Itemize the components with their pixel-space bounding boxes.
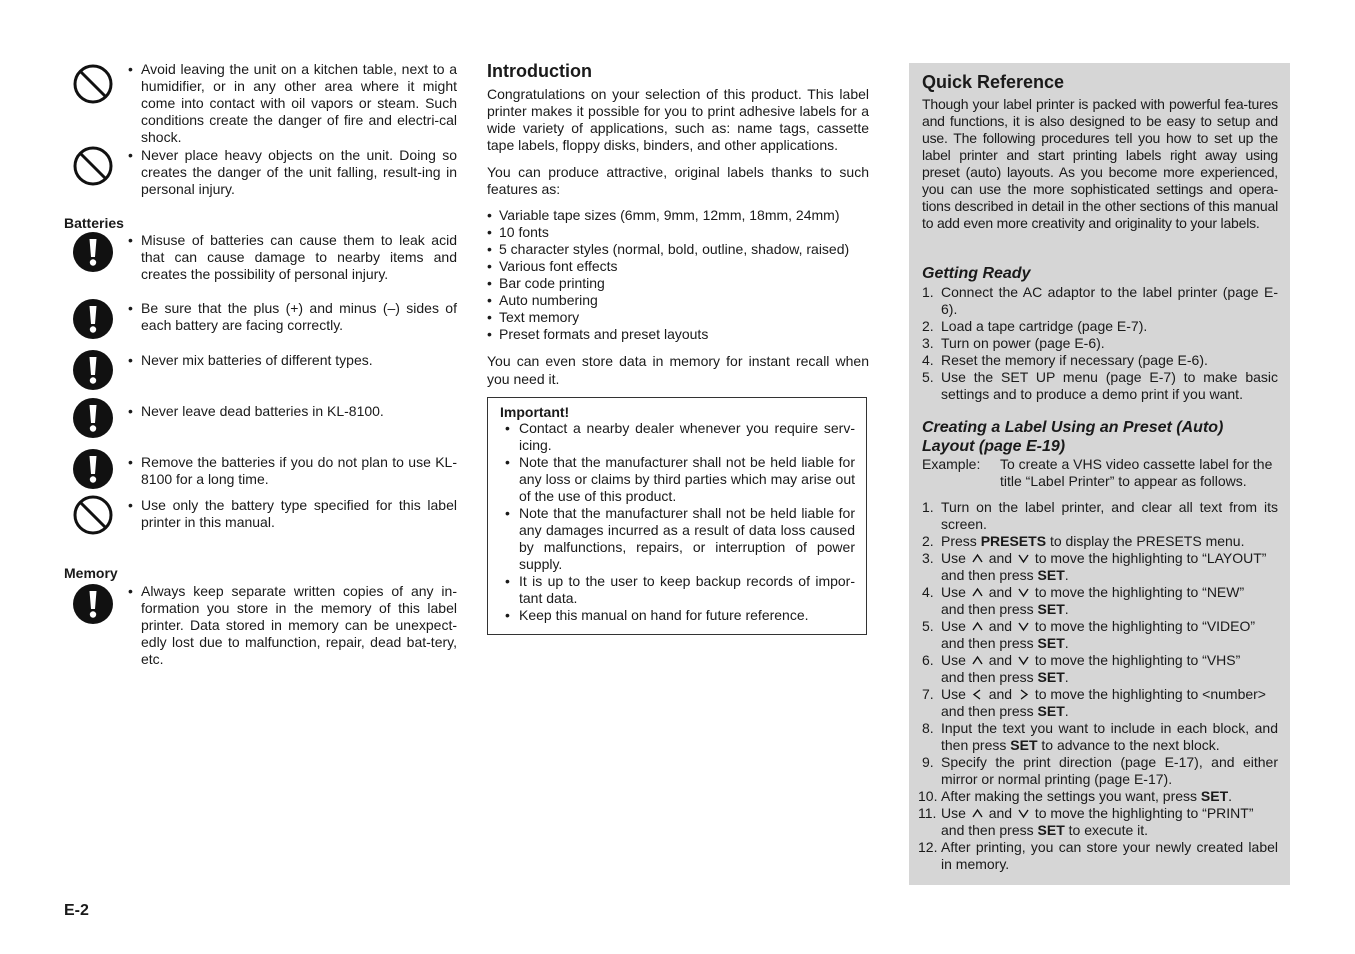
up-arrow-icon — [972, 808, 983, 819]
down-arrow-icon — [1018, 655, 1029, 666]
step-item: 7. Use and to move the highlighting to <number> and then press SET. — [922, 686, 1266, 719]
important-list — [505, 420, 855, 624]
warning-text: • Never mix batteries of different types. — [128, 352, 457, 369]
introduction-paragraph: You can produce attractive, original labels thanks to such features as: — [487, 164, 869, 197]
important-title: Important! — [500, 404, 570, 420]
warning-text: • Never place heavy objects on the unit. Doing so creates the danger of the unit falling, result-ing in personal injury. — [128, 147, 457, 198]
down-arrow-icon — [1018, 553, 1029, 564]
feature-item: • Various font effects — [487, 258, 869, 275]
important-item: • Contact a nearby dealer whenever you require serv-icing. — [505, 420, 855, 454]
step-item: 8. Input the text you want to include in each block, and then press SET to advance to the next block. — [922, 720, 1278, 753]
example-text: To create a VHS video cassette label for the title “Label Printer” to appear as follows. — [1000, 456, 1273, 489]
introduction-paragraph: You can even store data in memory for instant recall when you need it. — [487, 353, 869, 387]
page-number: E-2 — [64, 902, 89, 919]
quick-reference-intro: Though your label printer is packed with powerful fea-tures and functions, it is also designed to be easy to setup and use. The following procedures tell you how to set up the label printer and start printing labels right away using preset (auto) layouts. As you become more experienced, you can use the more sophisticated settings and opera-tions described in detail in the other sections of this manual to add even more creativity and originality to your labels. — [922, 96, 1278, 231]
exclamation-icon — [72, 231, 114, 273]
up-arrow-icon — [972, 587, 983, 598]
batteries-heading: Batteries — [64, 215, 124, 231]
important-box — [487, 397, 867, 635]
memory-heading: Memory — [64, 565, 118, 581]
step-item: 3. Use and to move the highlighting to “LAYOUT” and then press SET. — [922, 550, 1267, 583]
right-arrow-icon — [1018, 689, 1029, 700]
down-arrow-icon — [1018, 808, 1029, 819]
left-arrow-icon — [972, 689, 983, 700]
quick-reference-panel — [909, 63, 1290, 885]
introduction-paragraph: Congratulations on your selection of this product. This label printer makes it possible for you to print adhesive labels for a wide variety of applications, such as: name tags, cassette tape labels, floppy disks, binders, and other applications. — [487, 86, 869, 153]
introduction-title: Introduction — [487, 61, 592, 81]
step-item: 3. Turn on power (page E-6). — [922, 335, 1105, 351]
warning-text: • Be sure that the plus (+) and minus (–) sides of each battery are facing correctly. — [128, 300, 457, 334]
step-item: 2. Press PRESETS to display the PRESETS menu. — [922, 533, 1245, 549]
step-item: 12. After printing, you can store your newly created label in memory. — [918, 839, 1278, 872]
feature-item: • Text memory — [487, 309, 869, 326]
important-item: • Note that the manufacturer shall not be held liable for any damages incurred as a result of data loss caused by malfunctions, repairs, or interruption of power supply. — [505, 505, 855, 573]
exclamation-icon — [72, 349, 114, 391]
getting-ready-title: Getting Ready — [922, 265, 1031, 282]
warning-text: • Avoid leaving the unit on a kitchen table, next to a humidifier, or in any other area where it might come into contact with oil vapors or steam. Such conditions create the danger of fire and electri-cal shock. — [128, 61, 457, 146]
example-label: Example: — [922, 456, 981, 472]
exclamation-icon — [72, 448, 114, 490]
warning-text: • Use only the battery type specified for this label printer in this manual. — [128, 497, 457, 531]
exclamation-icon — [72, 583, 114, 625]
important-item: • Keep this manual on hand for future reference. — [505, 607, 855, 624]
up-arrow-icon — [972, 655, 983, 666]
creating-label-title: Creating a Label Using an Preset (Auto) Layout (page E-19) — [922, 419, 1224, 455]
warning-text: • Misuse of batteries can cause them to leak acid that can cause damage to nearby items and creates the possibility of personal injury. — [128, 232, 457, 283]
important-item: • Note that the manufacturer shall not be held liable for any loss or claims by third parties which may arise out of the use of this product. — [505, 454, 855, 505]
step-item: 2. Load a tape cartridge (page E-7). — [922, 318, 1148, 334]
step-item: 9. Specify the print direction (page E-17), and either mirror or normal printing (page E-17). — [922, 754, 1278, 787]
feature-item: • Bar code printing — [487, 275, 869, 292]
step-item: 5. Use the SET UP menu (page E-7) to make basic settings and to produce a demo print if you want. — [922, 369, 1278, 402]
up-arrow-icon — [972, 553, 983, 564]
exclamation-icon — [72, 397, 114, 439]
feature-item: • 5 character styles (normal, bold, outline, shadow, raised) — [487, 241, 869, 258]
down-arrow-icon — [1018, 621, 1029, 632]
step-item: 10. After making the settings you want, press SET. — [918, 788, 1233, 804]
warning-text: • Never leave dead batteries in KL-8100. — [128, 403, 457, 420]
quick-reference-title: Quick Reference — [922, 72, 1065, 92]
step-item: 4. Reset the memory if necessary (page E-6). — [922, 352, 1208, 368]
feature-item: • Variable tape sizes (6mm, 9mm, 12mm, 18mm, 24mm) — [487, 207, 869, 224]
features-list — [487, 207, 869, 343]
warning-text: • Always keep separate written copies of any in-formation you store in the memory of this label printer. Data stored in memory can be unexpect-edly lost due to malfunction, repair, dead bat-tery, etc. — [128, 583, 457, 668]
feature-item: • 10 fonts — [487, 224, 869, 241]
step-item: 1. Connect the AC adaptor to the label printer (page E-6). — [922, 284, 1278, 317]
exclamation-icon — [72, 298, 114, 340]
getting-ready-list — [922, 284, 1278, 403]
warning-text: • Remove the batteries if you do not plan to use KL-8100 for a long time. — [128, 454, 457, 488]
step-item: 11. Use and to move the highlighting to “PRINT” and then press SET to execute it. — [918, 805, 1254, 838]
down-arrow-icon — [1018, 587, 1029, 598]
feature-item: • Preset formats and preset layouts — [487, 326, 869, 343]
step-item: 4. Use and to move the highlighting to “NEW” and then press SET. — [922, 584, 1245, 617]
up-arrow-icon — [972, 621, 983, 632]
prohibition-icon — [72, 63, 114, 105]
prohibition-icon — [72, 145, 114, 187]
step-item: 6. Use and to move the highlighting to “VHS” and then press SET. — [922, 652, 1241, 685]
step-item: 5. Use and to move the highlighting to “VIDEO” and then press SET. — [922, 618, 1256, 651]
important-item: • It is up to the user to keep backup records of impor-tant data. — [505, 573, 855, 607]
step-item: 1. Turn on the label printer, and clear all text from its screen. — [922, 499, 1278, 532]
creating-steps-list — [918, 499, 1278, 873]
prohibition-icon — [72, 494, 114, 536]
feature-item: • Auto numbering — [487, 292, 869, 309]
